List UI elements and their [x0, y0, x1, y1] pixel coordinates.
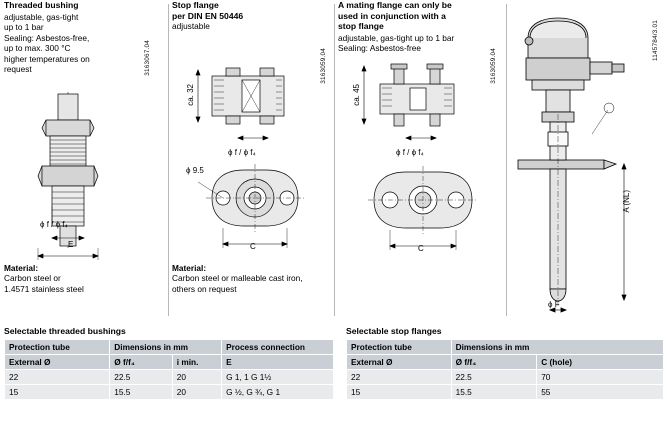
dim-label-phi-f: ϕ f / ϕ f₄ — [228, 148, 256, 157]
mating-flange-plan-drawing — [358, 160, 493, 260]
panel-text-line: Sealing: Asbestos-free — [338, 43, 422, 53]
material-line: 1.4571 stainless steel — [4, 283, 84, 294]
panel-threaded-bushing — [4, 0, 164, 322]
stop-flanges-table — [346, 339, 664, 400]
panel-title-line: A mating flange can only be — [338, 0, 452, 10]
drawing-code: 3163059.04 — [490, 48, 497, 84]
material-label: Material: — [172, 262, 207, 273]
table-header-group: Protection tube — [5, 340, 110, 355]
mating-flange-section-drawing — [352, 62, 487, 152]
table-cell: 22 — [347, 370, 452, 385]
table-row — [347, 385, 664, 400]
table-cell: 15 — [347, 385, 452, 400]
panel-text-line: up to 1 bar — [4, 22, 44, 32]
table-cell: 15.5 — [451, 385, 537, 400]
dim-label-ca45: ca. 45 — [352, 84, 361, 106]
panel-divider — [334, 4, 335, 316]
dim-label-phi-f: ϕ f / ϕ f₄ — [396, 148, 424, 157]
table-cell: 20 — [172, 370, 221, 385]
dim-label-phi95: ϕ 9.5 — [186, 166, 204, 175]
table-subheader: Ø f/f₄ — [110, 355, 173, 370]
panel-title-line: stop flange — [338, 21, 384, 31]
table-subheader: External Ø — [5, 355, 110, 370]
material-block — [4, 263, 84, 295]
panel-title: Stop flange — [172, 0, 219, 10]
dim-label-c: C — [418, 244, 424, 253]
table-cell: G ½, G ¾, G 1 — [222, 385, 334, 400]
dim-label-phi-f-tube: ϕ F — [548, 300, 560, 309]
table-cell: 22.5 — [110, 370, 173, 385]
panel-mating-flange — [338, 0, 504, 322]
panel-title-line: used in conjunction with a — [338, 10, 446, 21]
panel-text-line: up to max. 300 °C — [4, 43, 71, 53]
panel-stop-flange — [172, 0, 332, 322]
table-title: Selectable stop flanges — [346, 326, 442, 336]
panel-text-line: adjustable, gas-tight up to 1 bar — [338, 32, 455, 43]
material-label: Material: — [4, 262, 39, 273]
material-line: Carbon steel or — [4, 273, 61, 283]
dim-label-a-nl: A (NL) — [622, 190, 631, 213]
table-cell: 20 — [172, 385, 221, 400]
dim-label-ca32: ca. 32 — [186, 84, 195, 106]
material-line: others on request — [172, 283, 237, 294]
table-subheader: E — [222, 355, 334, 370]
table-cell: 55 — [537, 385, 664, 400]
table-row — [5, 385, 334, 400]
panel-text-line: request — [4, 64, 32, 74]
panel-divider — [168, 4, 169, 316]
assembly-drawing — [512, 14, 662, 314]
panel-text-line: adjustable, gas-tight — [4, 11, 79, 22]
table-cell: 22.5 — [451, 370, 537, 385]
threaded-bushing-drawing — [22, 88, 142, 263]
threaded-bushings-table — [4, 339, 334, 400]
table-header-group: Process connection — [222, 340, 334, 355]
dim-label-phi-f: ϕ f / ϕ f₄ — [40, 220, 68, 229]
table-subheader: Ø f/f₄ — [451, 355, 537, 370]
panel-text-line: adjustable — [172, 21, 210, 31]
table-header-group: Dimensions in mm — [110, 340, 222, 355]
panel-assembly — [510, 0, 665, 322]
table-subheader: C (hole) — [537, 355, 664, 370]
table-cell: 70 — [537, 370, 664, 385]
table-subheader: i min. — [172, 355, 221, 370]
panel-title-2: per DIN EN 50446 — [172, 10, 244, 21]
table-cell: 15 — [5, 385, 110, 400]
stop-flanges-table-block — [346, 326, 664, 400]
panel-divider — [506, 4, 507, 316]
table-subheader: External Ø — [347, 355, 452, 370]
table-title: Selectable threaded bushings — [4, 326, 126, 336]
dim-label-c: C — [250, 242, 256, 251]
stop-flange-section-drawing — [186, 62, 316, 152]
dim-label-e: E — [68, 240, 74, 249]
panel-text-line: higher temperatures on — [4, 53, 90, 64]
material-line: Carbon steel or malleable cast iron, — [172, 273, 303, 283]
material-block — [172, 263, 303, 295]
panel-text-line: Sealing: Asbestos-free, — [4, 32, 90, 43]
table-cell: G 1, 1 G 1½ — [222, 370, 334, 385]
stop-flange-plan-drawing — [192, 160, 322, 260]
panel-title: Threaded bushing — [4, 0, 79, 10]
drawing-code: 1145784/3.01 — [652, 20, 659, 62]
drawing-code: 3163059.04 — [320, 48, 327, 84]
table-cell: 15.5 — [110, 385, 173, 400]
table-header-group: Protection tube — [347, 340, 452, 355]
table-header-group: Dimensions in mm — [451, 340, 663, 355]
table-row — [5, 370, 334, 385]
table-row — [347, 370, 664, 385]
threaded-bushings-table-block — [4, 326, 334, 400]
drawing-code: 3163067.04 — [144, 40, 151, 76]
table-cell: 22 — [5, 370, 110, 385]
